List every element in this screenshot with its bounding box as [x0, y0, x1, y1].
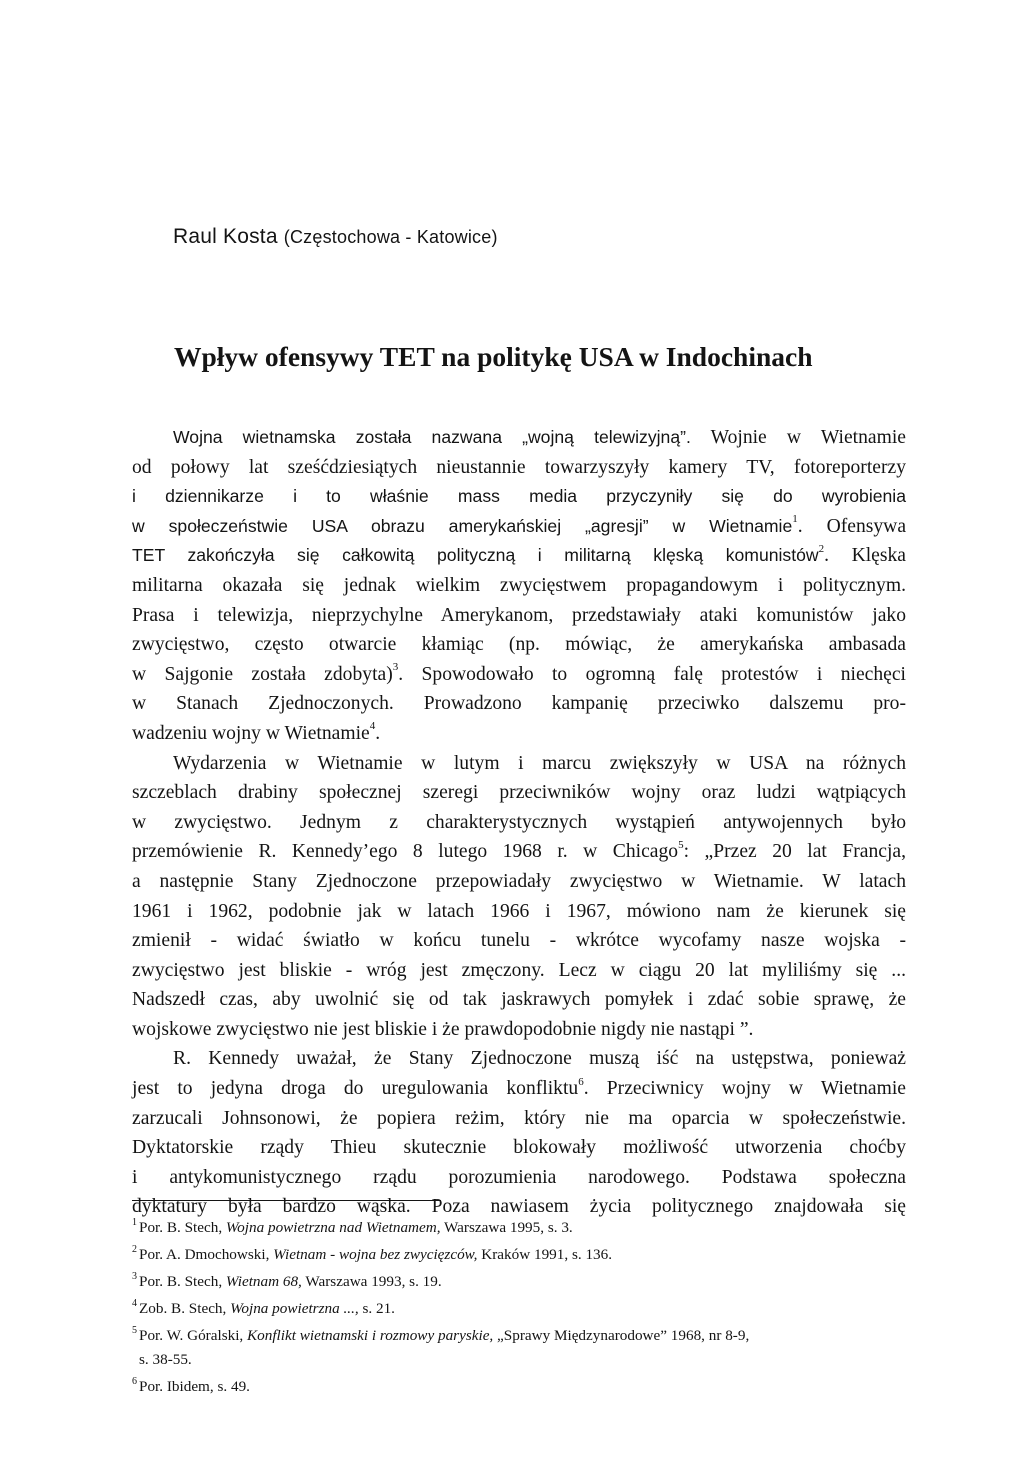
body-line: i antykomunistycznego rządu porozumienia narodowego. Podstawa społeczna [132, 1166, 906, 1188]
footnote-continuation: s. 38-55. [139, 1350, 192, 1368]
body-line: w społeczeństwie USA obrazu amerykańskiej „agresji” w Wietnamie$^1$. Ofensywa [132, 513, 907, 537]
body-line: Wydarzenia w Wietnamie w lutym i marcu zwiększyły w USA na różnych [173, 752, 906, 774]
body-line: Wojna wietnamska została nazwana „wojną telewizyjną”. Wojnie w Wietnamie [173, 427, 906, 448]
body-line: TET zakończyła się całkowitą polityczną i militarną klęską komunistów$^2$. Klęska [132, 542, 906, 567]
body-line: Dyktatorskie rządy Thieu skutecznie blokowały możliwość utworzenia choćby [132, 1137, 906, 1159]
body-line: przemówienie R. Kennedy’ego 8 lutego 1968 r. w Chicago$^5$: „Przez 20 lat Francja, [132, 838, 906, 863]
body-line: w Sajgonie została zdobyta)$^3$. Spowodowało to ogromną falę protestów i niechęci [132, 661, 906, 685]
author-affiliation: (Częstochowa - Katowice) [283, 227, 498, 247]
footnote-ref: 4 [369, 720, 376, 733]
footnote-ref: 5 [678, 838, 684, 851]
body-line: szczeblach drabiny społecznej szeregi przeciwników wojny oraz ludzi wątpiących [132, 782, 906, 804]
body-line: zmienił - widać światło w końcu tunelu - wkrótce wycofamy nasze wojska - [132, 930, 906, 952]
footnote-number: 2 [132, 1243, 137, 1255]
footnote: 5 Por. W. Góralski, Konflikt wietnamski i rozmowy paryskie, „Sprawy Międzynarodowe” 1968, nr 8-9, s. 38-55. [132, 1324, 908, 1371]
article-body [132, 423, 906, 1222]
body-line: od połowy lat sześćdziesiątych nieustannie towarzyszyły kamery TV, fotoreporterzy [132, 456, 906, 478]
body-line: zwycięstwo jest bliskie - wróg jest zmęczony. Lecz w ciągu 20 lat myliliśmy się ... [132, 959, 906, 981]
footnote-number: 6 [132, 1375, 137, 1387]
footnote-divider [132, 1200, 441, 1201]
footnote-number: 1 [132, 1217, 137, 1228]
body-line: w Stanach Zjednoczonych. Prowadzono kampanię przeciwko dalszemu pro- [132, 693, 906, 715]
body-line: dyktatury była bardzo wąska. Poza nawiasem życia politycznego znajdowała się [132, 1196, 906, 1218]
body-line: jest to jedyna droga do uregulowania konfliktu$^6$. Przeciwnicy wojny w Wietnamie [132, 1075, 906, 1100]
footnote: 4 Zob. B. Stech, Wojna powietrzna ..., s. 21. [132, 1297, 908, 1321]
footnote-ref: 1 [792, 513, 798, 526]
footnote-ref: 6 [578, 1075, 584, 1088]
author-line [173, 225, 498, 249]
footnotes [132, 1216, 908, 1402]
footnote-ref: 3 [392, 661, 399, 674]
footnote: 1 Por. B. Stech, Wojna powietrzna nad Wietnamem, Warszawa 1995, s. 3. [132, 1216, 908, 1240]
body-line: militarna okazała się jednak wielkim zwycięstwem propagandowym i politycznym. [132, 574, 906, 596]
body-line: 1961 i 1962, podobnie jak w latach 1966 i 1967, mówiono nam że kierunek się [132, 900, 906, 922]
footnote: 2 Por. A. Dmochowski, Wietnam - wojna bez zwycięzców, Kraków 1991, s. 136. [132, 1243, 908, 1267]
body-line: i dziennikarze i to właśnie mass media przyczyniły się do wyrobienia [132, 486, 906, 507]
footnote-ref: 2 [818, 542, 825, 555]
footnote: 6 Por. Ibidem, s. 49. [132, 1375, 908, 1399]
footnote-number: 4 [132, 1297, 137, 1309]
article-title: Wpływ ofensywy TET na politykę USA w Indochinach [174, 341, 813, 372]
footnote: 3 Por. B. Stech, Wietnam 68, Warszawa 1993, s. 19. [132, 1270, 908, 1294]
body-line: wojskowe zwycięstwo nie jest bliskie i że prawdopodobnie nigdy nie nastąpi ”. [132, 1018, 754, 1040]
footnote-number: 5 [132, 1324, 137, 1336]
author-name: Raul Kosta [173, 225, 278, 248]
body-line: zarzucali Johnsonowi, że popiera reżim, który nie ma oparcia w społeczeństwie. [132, 1107, 906, 1129]
body-line: Prasa i telewizja, nieprzychylne Amerykanom, przedstawiały ataki komunistów jako [132, 604, 906, 626]
body-line: zwycięstwo, często otwarcie kłamiąc (np. mówiąc, że amerykańska ambasada [132, 634, 906, 656]
body-line: a następnie Stany Zjednoczone przepowiadały zwycięstwo w Wietnamie. W latach [132, 870, 906, 892]
body-line: Nadszedł czas, aby uwolnić się od tak jaskrawych pomyłek i zdać sobie sprawę, że [132, 989, 906, 1011]
body-line: R. Kennedy uważał, że Stany Zjednoczone muszą iść na ustępstwa, ponieważ [173, 1048, 906, 1070]
body-line: wadzeniu wojny w Wietnamie$^4$. [132, 720, 381, 744]
footnote-number: 3 [132, 1270, 137, 1282]
body-line: w zwycięstwo. Jednym z charakterystycznych wystąpień antywojennych było [132, 811, 906, 833]
